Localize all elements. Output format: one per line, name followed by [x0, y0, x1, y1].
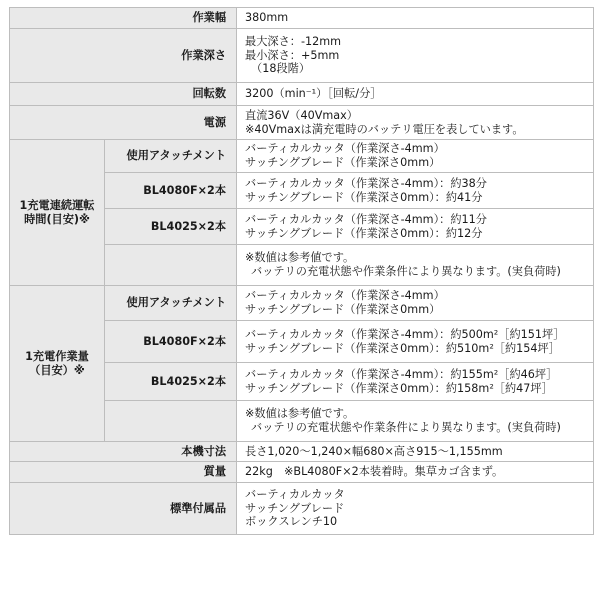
- runtime-label-line: 1充電連続運転: [19, 198, 95, 212]
- area-note: [237, 401, 594, 442]
- power-value: [237, 106, 594, 140]
- rpm-label: 回転数: [10, 83, 237, 106]
- accessory-line: サッチングブレード: [245, 501, 345, 515]
- depth-line: 最小深さ：+5mm: [245, 48, 340, 62]
- value-line: バーティカルカッタ（作業深さ-4mm）：約38分: [245, 176, 487, 190]
- value-line: サッチングブレード（作業深さ0mm）：約158m²［約47坪］: [245, 381, 553, 395]
- width-label: 作業幅: [10, 8, 237, 29]
- accessory-line: バーティカルカッタ: [245, 488, 345, 502]
- spec-table: [9, 7, 594, 535]
- value-line: バーティカルカッタ（作業深さ-4mm）: [245, 289, 445, 303]
- depth-value: [237, 29, 594, 83]
- area-attachment-value: [237, 286, 594, 321]
- runtime-attachment-label: 使用アタッチメント: [105, 140, 237, 173]
- note-line: ※数値は参考値です。: [245, 407, 355, 421]
- area-attachment-label: 使用アタッチメント: [105, 286, 237, 321]
- note-line: バッテリの充電状態や作業条件により異なります。(実負荷時): [251, 265, 561, 278]
- power-note: ※40Vmaxは満充電時のバッテリ電圧を表しています。: [245, 122, 524, 136]
- runtime-label-line: 時間(目安)※: [24, 212, 90, 226]
- power-label: 電源: [10, 106, 237, 140]
- value-line: バーティカルカッタ（作業深さ-4mm）: [245, 142, 445, 156]
- value-line: サッチングブレード（作業深さ0mm）：約12分: [245, 226, 483, 240]
- area-bl4025-label: BL4025×2本: [105, 363, 237, 401]
- power-line: 直流36V（40Vmax）: [245, 108, 358, 122]
- value-line: バーティカルカッタ（作業深さ-4mm）：約11分: [245, 212, 487, 226]
- depth-label: 作業深さ: [10, 29, 237, 83]
- runtime-label: [10, 140, 105, 286]
- mass-label: 質量: [10, 462, 237, 483]
- note-line: ※数値は参考値です。: [245, 251, 355, 265]
- width-value: 380mm: [237, 8, 594, 29]
- runtime-note: [237, 245, 594, 286]
- accessories-value: [237, 483, 594, 535]
- runtime-attachment-value: [237, 140, 594, 173]
- runtime-bl4025-label: BL4025×2本: [105, 209, 237, 245]
- value-line: サッチングブレード（作業深さ0mm）：約510m²［約154坪］: [245, 341, 560, 355]
- runtime-bl4080-label: BL4080F×2本: [105, 173, 237, 209]
- dimensions-value: 長さ1,020～1,240×幅680×高さ915～1,155mm: [237, 442, 594, 462]
- dimensions-label: 本機寸法: [10, 442, 237, 462]
- note-line: バッテリの充電状態や作業条件により異なります。(実負荷時): [251, 421, 561, 434]
- area-bl4025-value: [237, 363, 594, 401]
- rpm-value: 3200（min⁻¹）［回転/分］: [237, 83, 594, 106]
- runtime-note-spacer: [105, 245, 237, 286]
- accessory-line: ボックスレンチ10: [245, 515, 338, 529]
- mass-value: 22kg ※BL4080F×2本装着時。集草カゴ含まず。: [237, 462, 594, 483]
- runtime-bl4025-value: [237, 209, 594, 245]
- value-line: バーティカルカッタ（作業深さ-4mm）：約500m²［約151坪］: [245, 327, 565, 341]
- value-line: バーティカルカッタ（作業深さ-4mm）：約155m²［約46坪］: [245, 367, 558, 381]
- depth-line: 最大深さ：-12mm: [245, 35, 342, 49]
- accessories-label: 標準付属品: [10, 483, 237, 535]
- area-label-line: （目安）※: [29, 363, 85, 377]
- area-bl4080-label: BL4080F×2本: [105, 321, 237, 363]
- value-line: サッチングブレード（作業深さ0mm）: [245, 303, 441, 316]
- value-line: サッチングブレード（作業深さ0mm）：約41分: [245, 190, 483, 204]
- depth-line: （18段階）: [251, 62, 311, 76]
- area-label-line: 1充電作業量: [25, 349, 89, 363]
- value-line: サッチングブレード（作業深さ0mm）: [245, 156, 441, 169]
- area-label: [10, 286, 105, 442]
- area-bl4080-value: [237, 321, 594, 363]
- area-note-spacer: [105, 401, 237, 442]
- runtime-bl4080-value: [237, 173, 594, 209]
